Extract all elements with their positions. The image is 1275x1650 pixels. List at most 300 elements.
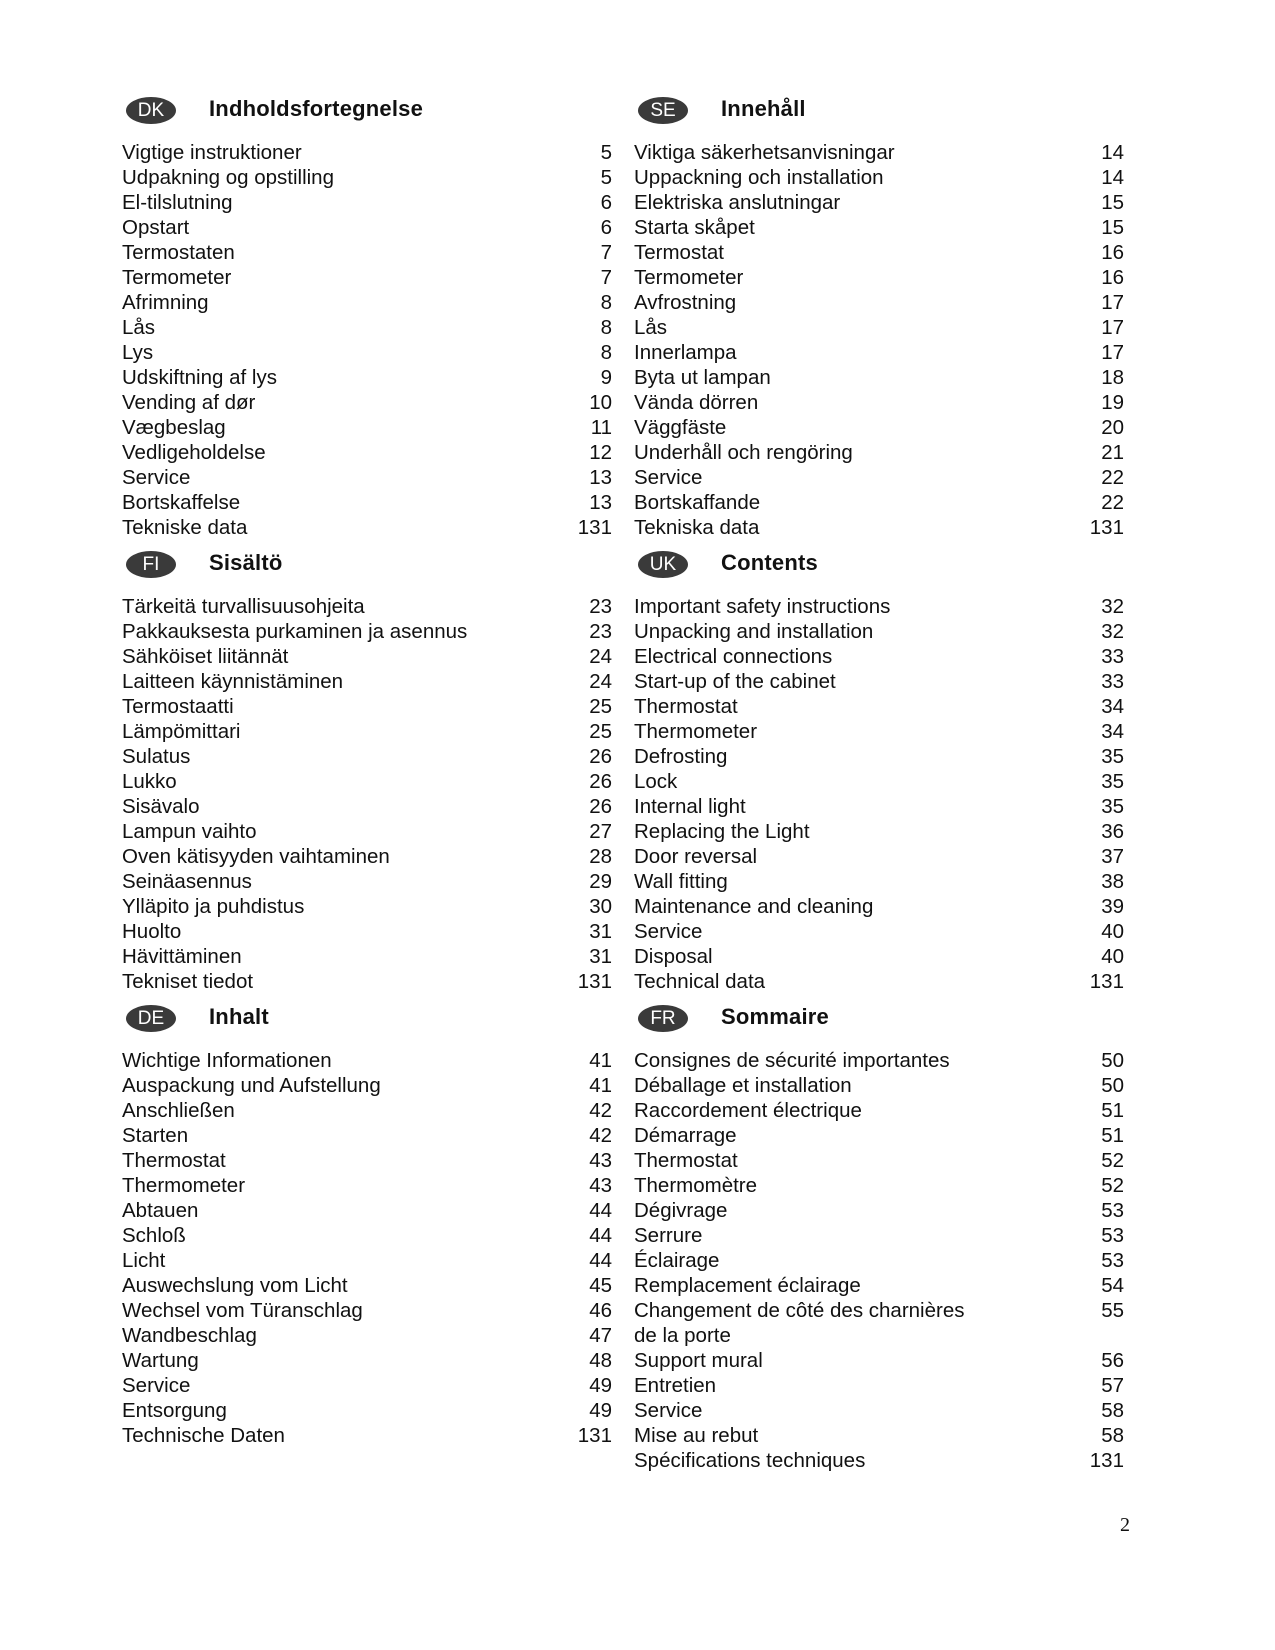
toc-entry (634, 340, 1124, 365)
toc-entry-title: Service (122, 1374, 191, 1397)
toc-entry (634, 1073, 1124, 1098)
toc-entry (634, 944, 1124, 969)
toc-entry-title: Service (122, 466, 191, 489)
toc-entry-title: Mise au rebut (634, 1424, 759, 1447)
toc-entry-title: Abtauen (122, 1199, 199, 1222)
toc-entry-title: Lys (122, 341, 154, 364)
toc-section-se (634, 92, 1124, 540)
toc-entry (634, 190, 1124, 215)
toc-entry-title: Entsorgung (122, 1399, 227, 1422)
toc-entry (634, 1398, 1124, 1423)
toc-entry-page: 36 (1101, 820, 1124, 843)
toc-entry-page: 131 (1089, 1449, 1124, 1472)
toc-entry-title: Electrical connections (634, 645, 833, 668)
toc-entry-page: 19 (1101, 391, 1124, 414)
toc-entry (122, 365, 612, 390)
toc-entry-title: Internal light (634, 795, 746, 818)
toc-entry-title: Huolto (122, 920, 182, 943)
toc-entry-page: 27 (589, 820, 612, 843)
toc-entry-title: Sulatus (122, 745, 191, 768)
toc-entry-title: Vända dörren (634, 391, 759, 414)
toc-entry-page: 44 (589, 1199, 612, 1222)
toc-entry-title: Lämpömittari (122, 720, 241, 743)
toc-entry (122, 719, 612, 744)
toc-entry-page: 47 (589, 1324, 612, 1347)
toc-entry (634, 215, 1124, 240)
toc-entry-title: Pakkauksesta purkaminen ja asennus (122, 620, 468, 643)
toc-entry-title: Lås (634, 316, 668, 339)
toc-entry-title: Vægbeslag (122, 416, 226, 439)
toc-entry-title: Innerlampa (634, 341, 737, 364)
toc-entry-title: Tärkeitä turvallisuusohjeita (122, 595, 365, 618)
toc-entry (634, 819, 1124, 844)
toc-entry-page: 26 (589, 770, 612, 793)
toc-entry-title: Dégivrage (634, 1199, 728, 1222)
toc-entry-title: Thermostat (122, 1149, 226, 1172)
toc-entry-page: 11 (590, 416, 612, 439)
section-header (122, 92, 612, 140)
toc-entry (122, 1323, 612, 1348)
toc-entry-title: Avfrostning (634, 291, 737, 314)
toc-entry-title: Underhåll och rengöring (634, 441, 853, 464)
toc-entry-title: Thermometer (122, 1174, 246, 1197)
toc-entry-title: Technische Daten (122, 1424, 285, 1447)
toc-entry (122, 1098, 612, 1123)
toc-section-dk (122, 92, 612, 540)
toc-entry (634, 440, 1124, 465)
toc-entry (122, 969, 612, 994)
toc-entry (634, 1273, 1124, 1298)
toc-entry-page: 51 (1101, 1099, 1124, 1122)
page-number: 2 (1120, 1514, 1130, 1536)
toc-entry-title: Déballage et installation (634, 1074, 852, 1097)
toc-entry (122, 390, 612, 415)
toc-entry-title: Changement de côté des charnières (634, 1299, 965, 1322)
toc-entry-title: Väggfäste (634, 416, 727, 439)
toc-entry-page: 131 (577, 1424, 612, 1447)
toc-entry (122, 1123, 612, 1148)
toc-entry-title: Viktiga säkerhetsanvisningar (634, 141, 895, 164)
toc-entry-page: 131 (1089, 516, 1124, 539)
toc-entry-title: Thermostat (634, 1149, 738, 1172)
toc-entry-title: Wartung (122, 1349, 199, 1372)
toc-entry-title: Sähköiset liitännät (122, 645, 289, 668)
toc-entry (122, 1348, 612, 1373)
toc-entry (634, 619, 1124, 644)
toc-entry-title: Auswechslung vom Licht (122, 1274, 348, 1297)
toc-entry-title: Support mural (634, 1349, 763, 1372)
toc-entry (122, 694, 612, 719)
toc-section-fr (634, 1000, 1124, 1473)
toc-entry (122, 1373, 612, 1398)
toc-entry-page: 6 (600, 191, 612, 214)
toc-section-fi (122, 546, 612, 994)
toc-entry-page: 18 (1101, 366, 1124, 389)
section-header (634, 546, 1124, 594)
toc-entry-title: Start-up of the cabinet (634, 670, 836, 693)
toc-entry-title: Vedligeholdelse (122, 441, 266, 464)
toc-entry (634, 515, 1124, 540)
toc-entry-page: 42 (589, 1099, 612, 1122)
toc-entry (634, 315, 1124, 340)
language-badge: SE (638, 97, 688, 124)
toc-entry-title: Elektriska anslutningar (634, 191, 841, 214)
toc-entry-page: 35 (1101, 795, 1124, 818)
toc-entry-title: Uppackning och installation (634, 166, 884, 189)
toc-entry-page: 51 (1101, 1124, 1124, 1147)
toc-entry-page: 54 (1101, 1274, 1124, 1297)
toc-entry (634, 869, 1124, 894)
toc-entry-page: 28 (589, 845, 612, 868)
toc-entry-title: Bortskaffelse (122, 491, 241, 514)
toc-entry-title: Termometer (122, 266, 232, 289)
toc-entry (122, 165, 612, 190)
toc-section-uk (634, 546, 1124, 994)
toc-entry-page: 38 (1101, 870, 1124, 893)
toc-entry-page: 31 (589, 945, 612, 968)
toc-entry-title: Termometer (634, 266, 744, 289)
toc-entry-title: Ylläpito ja puhdistus (122, 895, 305, 918)
toc-entry (634, 1323, 1124, 1348)
toc-entry-page: 13 (589, 491, 612, 514)
toc-entry (122, 490, 612, 515)
toc-entry-title: Service (634, 920, 703, 943)
toc-entry-title: Termostaatti (122, 695, 234, 718)
toc-entry (634, 1248, 1124, 1273)
toc-entry-title: Laitteen käynnistäminen (122, 670, 344, 693)
toc-entry-title: Vending af dør (122, 391, 256, 414)
language-badge: FR (638, 1005, 688, 1032)
toc-entry (122, 440, 612, 465)
toc-entry-title: Serrure (634, 1224, 703, 1247)
toc-entry (634, 1098, 1124, 1123)
toc-entry-page: 43 (589, 1174, 612, 1197)
toc-entry-page: 53 (1101, 1249, 1124, 1272)
language-badge: DK (126, 97, 176, 124)
toc-entry-title: Byta ut lampan (634, 366, 771, 389)
toc-entry (634, 794, 1124, 819)
toc-entry (122, 265, 612, 290)
toc-entry-page: 8 (600, 341, 612, 364)
toc-entry (634, 744, 1124, 769)
toc-entry-title: Wall fitting (634, 870, 728, 893)
toc-entry-page: 32 (1101, 595, 1124, 618)
toc-entry-title: Lock (634, 770, 678, 793)
toc-entry (634, 1448, 1124, 1473)
toc-entry-page: 33 (1101, 645, 1124, 668)
section-title: Sommaire (721, 1004, 829, 1029)
toc-entry-page: 131 (577, 516, 612, 539)
toc-entry-page: 9 (600, 366, 612, 389)
toc-entry (122, 340, 612, 365)
toc-entry-title: Important safety instructions (634, 595, 891, 618)
toc-entry-title: El-tilslutning (122, 191, 233, 214)
section-header (634, 92, 1124, 140)
section-title: Inhalt (209, 1004, 269, 1029)
toc-entry-page: 25 (589, 720, 612, 743)
toc-entry (122, 240, 612, 265)
toc-entry-page: 43 (589, 1149, 612, 1172)
toc-entry-title: Wechsel vom Türanschlag (122, 1299, 363, 1322)
toc-entry (634, 140, 1124, 165)
toc-entry (122, 844, 612, 869)
toc-entry (122, 744, 612, 769)
toc-entry (634, 919, 1124, 944)
toc-entry-title: Wichtige Informationen (122, 1049, 332, 1072)
toc-entry-page: 58 (1101, 1399, 1124, 1422)
toc-entry (122, 619, 612, 644)
toc-entry-page: 7 (600, 266, 612, 289)
language-badge: UK (638, 551, 688, 578)
toc-entry-page: 41 (589, 1074, 612, 1097)
toc-entry (634, 165, 1124, 190)
toc-entry (122, 669, 612, 694)
toc-entry-title: Vigtige instruktioner (122, 141, 302, 164)
language-badge: FI (126, 551, 176, 578)
section-title: Contents (721, 550, 818, 575)
toc-entry-title: Door reversal (634, 845, 758, 868)
toc-entry-page: 39 (1101, 895, 1124, 918)
section-title: Indholdsfortegnelse (209, 96, 424, 121)
toc-entry-title: Starta skåpet (634, 216, 755, 239)
toc-entry (122, 819, 612, 844)
toc-entry (122, 290, 612, 315)
toc-entry-page: 16 (1101, 266, 1124, 289)
toc-entry (634, 240, 1124, 265)
toc-entry-page: 50 (1101, 1049, 1124, 1072)
toc-entry (122, 1273, 612, 1298)
toc-entry (634, 415, 1124, 440)
toc-entry-page: 32 (1101, 620, 1124, 643)
toc-entry-page: 46 (589, 1299, 612, 1322)
toc-entry-title: Afrimning (122, 291, 209, 314)
toc-entry (122, 1423, 612, 1448)
toc-entry-page: 23 (589, 595, 612, 618)
toc-entry (634, 1298, 1124, 1323)
toc-entry-page: 52 (1101, 1174, 1124, 1197)
toc-entry-title: Udskiftning af lys (122, 366, 277, 389)
toc-entry (122, 944, 612, 969)
toc-entry (122, 140, 612, 165)
toc-entry-title: Service (634, 466, 703, 489)
toc-entry (122, 1248, 612, 1273)
toc-entry-title: Anschließen (122, 1099, 235, 1122)
toc-entry (634, 390, 1124, 415)
toc-entry-page: 10 (589, 391, 612, 414)
toc-entry (122, 769, 612, 794)
toc-entry-page: 57 (1101, 1374, 1124, 1397)
toc-entry (122, 190, 612, 215)
toc-entry-page: 5 (600, 141, 612, 164)
toc-entry-title: Starten (122, 1124, 189, 1147)
toc-entry-page: 29 (589, 870, 612, 893)
toc-entry-page: 8 (600, 291, 612, 314)
toc-entry-title: Démarrage (634, 1124, 737, 1147)
toc-entry-page: 25 (589, 695, 612, 718)
toc-entry-page: 55 (1101, 1299, 1124, 1322)
toc-entry (634, 1223, 1124, 1248)
toc-entry-page: 14 (1101, 166, 1124, 189)
toc-entry-title: Tekniset tiedot (122, 970, 254, 993)
toc-entry-page: 15 (1101, 191, 1124, 214)
toc-entry-title: Seinäasennus (122, 870, 252, 893)
toc-entry-page: 56 (1101, 1349, 1124, 1372)
toc-entry-page: 20 (1101, 416, 1124, 439)
toc-entry-page: 44 (589, 1224, 612, 1247)
toc-entry (634, 365, 1124, 390)
toc-entry-title: Termostat (634, 241, 724, 264)
toc-entry (634, 1048, 1124, 1073)
toc-entry (634, 894, 1124, 919)
toc-entry-title: Lampun vaihto (122, 820, 257, 843)
toc-entry (634, 465, 1124, 490)
toc-entry-title: Licht (122, 1249, 166, 1272)
toc-entry (122, 1173, 612, 1198)
toc-entry-page: 31 (589, 920, 612, 943)
section-header (122, 546, 612, 594)
toc-entry-page: 7 (600, 241, 612, 264)
toc-entry-title: Opstart (122, 216, 190, 239)
toc-entry-page: 58 (1101, 1424, 1124, 1447)
section-title: Sisältö (209, 550, 283, 575)
toc-entry-page: 8 (600, 316, 612, 339)
toc-entry-page: 12 (589, 441, 612, 464)
toc-entry-page: 13 (589, 466, 612, 489)
toc-entry (122, 1398, 612, 1423)
toc-entry (122, 515, 612, 540)
toc-entry-page: 53 (1101, 1224, 1124, 1247)
toc-entry-page: 131 (577, 970, 612, 993)
toc-entry-page: 22 (1101, 466, 1124, 489)
toc-entry (634, 1148, 1124, 1173)
toc-entry-title: Tekniska data (634, 516, 760, 539)
toc-entry (122, 794, 612, 819)
toc-entry (122, 465, 612, 490)
toc-entry-title: Sisävalo (122, 795, 200, 818)
toc-entry-page: 40 (1101, 920, 1124, 943)
toc-entry-page: 17 (1101, 341, 1124, 364)
toc-entry-title: Éclairage (634, 1249, 720, 1272)
toc-entry-page: 6 (600, 216, 612, 239)
toc-entry-page: 17 (1101, 316, 1124, 339)
toc-entry (634, 969, 1124, 994)
toc-entry-title: Tekniske data (122, 516, 248, 539)
language-badge: DE (126, 1005, 176, 1032)
toc-entry-page: 30 (589, 895, 612, 918)
toc-entry-page: 40 (1101, 945, 1124, 968)
toc-entry (122, 869, 612, 894)
toc-entry-page: 37 (1101, 845, 1124, 868)
toc-entry-page: 53 (1101, 1199, 1124, 1222)
toc-entry (122, 1048, 612, 1073)
toc-entry (634, 844, 1124, 869)
toc-entry (634, 694, 1124, 719)
toc-entry (122, 215, 612, 240)
toc-entry (122, 1223, 612, 1248)
toc-entry (122, 1298, 612, 1323)
toc-entry-page: 50 (1101, 1074, 1124, 1097)
toc-entry-title: Defrosting (634, 745, 728, 768)
toc-entry (634, 669, 1124, 694)
toc-entry-title: Auspackung und Aufstellung (122, 1074, 381, 1097)
toc-entry (634, 1423, 1124, 1448)
toc-entry-page: 34 (1101, 695, 1124, 718)
toc-entry-title: Lukko (122, 770, 177, 793)
toc-entry (634, 265, 1124, 290)
toc-entry-title: Spécifications techniques (634, 1449, 866, 1472)
toc-entry-title: Technical data (634, 970, 766, 993)
toc-entry-title: Unpacking and installation (634, 620, 874, 643)
toc-entry-title: Termostaten (122, 241, 235, 264)
toc-entries (634, 1048, 1124, 1473)
toc-entry-title: Bortskaffande (634, 491, 761, 514)
toc-entry (122, 1073, 612, 1098)
toc-entry-title: Thermostat (634, 695, 738, 718)
toc-entry (634, 490, 1124, 515)
toc-entry-page: 44 (589, 1249, 612, 1272)
toc-entry-page: 42 (589, 1124, 612, 1147)
toc-entry-page: 23 (589, 620, 612, 643)
toc-entry (634, 1348, 1124, 1373)
toc-entry (634, 769, 1124, 794)
toc-entry (122, 594, 612, 619)
toc-entry-page: 49 (589, 1374, 612, 1397)
toc-entry (634, 290, 1124, 315)
toc-entry-page: 48 (589, 1349, 612, 1372)
toc-entry-page: 15 (1101, 216, 1124, 239)
toc-entry (122, 919, 612, 944)
toc-entry-page: 52 (1101, 1149, 1124, 1172)
toc-entry-title: Consignes de sécurité importantes (634, 1049, 950, 1072)
toc-entry (634, 1173, 1124, 1198)
toc-entry-page: 16 (1101, 241, 1124, 264)
toc-entry-page: 14 (1101, 141, 1124, 164)
toc-entry-title: Replacing the Light (634, 820, 810, 843)
toc-entry (634, 719, 1124, 744)
section-header (634, 1000, 1124, 1048)
toc-entry-page: 35 (1101, 745, 1124, 768)
toc-entry-page: 49 (589, 1399, 612, 1422)
toc-entry (122, 415, 612, 440)
toc-entry-title: Maintenance and cleaning (634, 895, 874, 918)
toc-entry-title: Wandbeschlag (122, 1324, 257, 1347)
toc-entries (122, 1048, 612, 1448)
toc-entry (634, 644, 1124, 669)
toc-entries (122, 594, 612, 994)
toc-entry-title: Thermometer (634, 720, 758, 743)
toc-entry-title: Hävittäminen (122, 945, 242, 968)
toc-entry-page: 34 (1101, 720, 1124, 743)
toc-entry-title: Lås (122, 316, 156, 339)
toc-entry-page: 33 (1101, 670, 1124, 693)
toc-entry-title: Service (634, 1399, 703, 1422)
toc-entry-title: Entretien (634, 1374, 717, 1397)
toc-entry (634, 1198, 1124, 1223)
toc-entry (122, 1148, 612, 1173)
toc-entry-title: Raccordement électrique (634, 1099, 862, 1122)
toc-entry-title: Udpakning og opstilling (122, 166, 334, 189)
toc-entry (122, 644, 612, 669)
toc-section-de (122, 1000, 612, 1448)
toc-entries (634, 594, 1124, 994)
toc-entry-page: 131 (1089, 970, 1124, 993)
toc-entry-page: 26 (589, 745, 612, 768)
toc-entry-page: 21 (1101, 441, 1124, 464)
toc-entry-page: 24 (589, 645, 612, 668)
toc-entry (122, 894, 612, 919)
toc-entry-page: 45 (589, 1274, 612, 1297)
toc-entry-title: de la porte (634, 1324, 731, 1347)
